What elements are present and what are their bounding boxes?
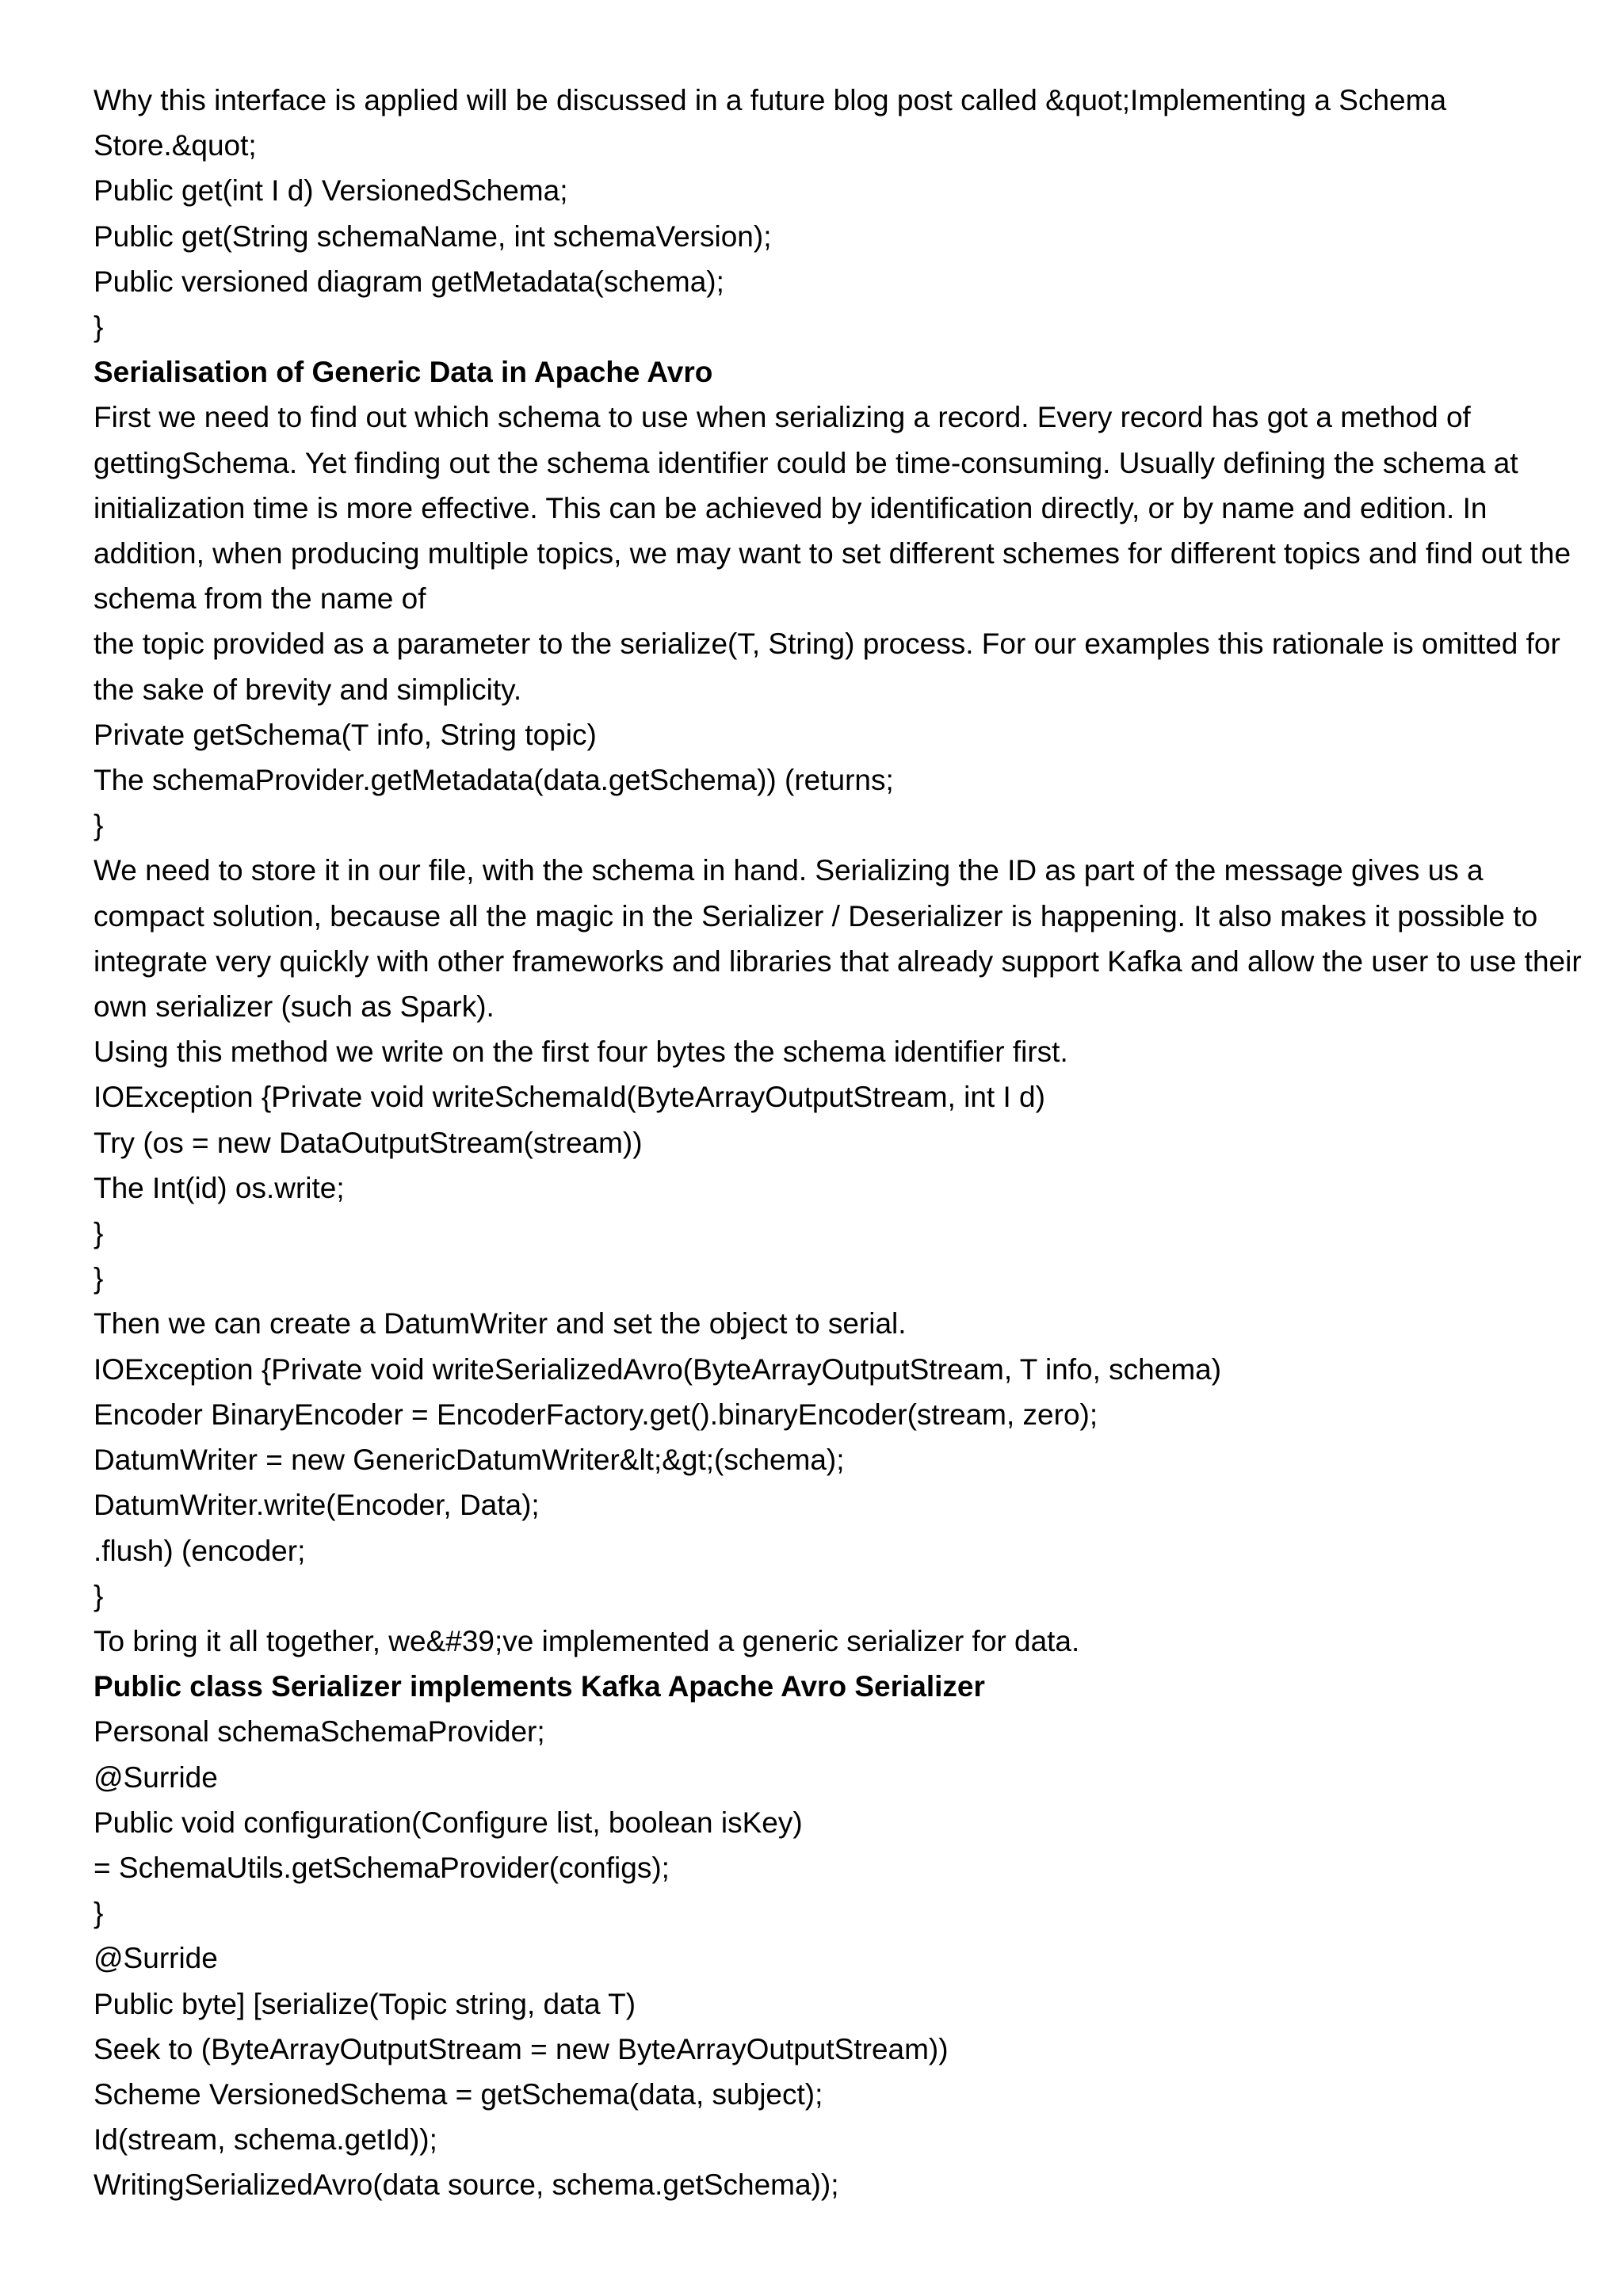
text-line: The Int(id) os.write; xyxy=(94,1171,345,1204)
text-line: We need to store it in our file, with the schema in hand. Serializing the ID as part of the message gives us a xyxy=(94,854,1484,887)
text-line: addition, when producing multiple topics, we may want to set different schemes for different topics and find out the xyxy=(94,537,1571,570)
text-line: Store.&quot; xyxy=(94,129,257,162)
section-heading: Public class Serializer implements Kafka Apache Avro Serializer xyxy=(94,1670,985,1703)
text-line: DatumWriter.write(Encoder, Data); xyxy=(94,1489,540,1522)
text-line: gettingSchema. Yet finding out the schema identifier could be time-consuming. Usually defining the schema at xyxy=(94,446,1518,479)
text-line: .flush) (encoder; xyxy=(94,1534,306,1567)
text-line: compact solution, because all the magic in the Serializer / Deserializer is happening. It also makes it possible to xyxy=(94,899,1538,933)
text-line: WritingSerializedAvro(data source, schema.getSchema)); xyxy=(94,2168,839,2202)
text-line: Public get(int I d) VersionedSchema; xyxy=(94,174,568,208)
text-line: Public void configuration(Configure list, boolean isKey) xyxy=(94,1806,803,1839)
text-line: Public versioned diagram getMetadata(schema); xyxy=(94,265,724,298)
text-line: Using this method we write on the first four bytes the schema identifier first. xyxy=(94,1035,1068,1069)
text-line: Personal schemaSchemaProvider; xyxy=(94,1715,545,1749)
text-line: IOException {Private void writeSchemaId(ByteArrayOutputStream, int I d) xyxy=(94,1081,1045,1114)
text-line: = SchemaUtils.getSchemaProvider(configs); xyxy=(94,1851,670,1884)
text-line: Public byte] [serialize(Topic string, data T) xyxy=(94,1987,636,2020)
section-heading: Serialisation of Generic Data in Apache Avro xyxy=(94,356,713,389)
document-page xyxy=(94,78,1582,2208)
text-line: initialization time is more effective. This can be achieved by identification directly, or by name and edition. In xyxy=(94,491,1487,524)
text-line: Then we can create a DatumWriter and set the object to serial. xyxy=(94,1307,907,1341)
text-line: DatumWriter = new GenericDatumWriter&lt;&gt;(schema); xyxy=(94,1444,845,1477)
text-line: @Surride xyxy=(94,1760,218,1794)
text-line: the sake of brevity and simplicity. xyxy=(94,673,522,706)
text-line: } xyxy=(94,1579,104,1612)
text-line: } xyxy=(94,809,104,842)
text-line: } xyxy=(94,1262,104,1295)
text-line: own serializer (such as Spark). xyxy=(94,990,495,1024)
text-line: integrate very quickly with other frameworks and libraries that already support Kafka and allow the user to use their xyxy=(94,944,1582,978)
text-line: To bring it all together, we&#39;ve implemented a generic serializer for data. xyxy=(94,1624,1080,1657)
text-line: Try (os = new DataOutputStream(stream)) xyxy=(94,1126,643,1159)
text-line: } xyxy=(94,1217,104,1250)
text-line: First we need to find out which schema to use when serializing a record. Every record has got a method of xyxy=(94,401,1471,434)
text-line: Scheme VersionedSchema = getSchema(data, subject); xyxy=(94,2077,823,2111)
text-line: @Surride xyxy=(94,1942,218,1975)
text-line: Private getSchema(T info, String topic) xyxy=(94,718,597,751)
text-line: the topic provided as a parameter to the serialize(T, String) process. For our examples this rationale is omitted for xyxy=(94,627,1560,661)
text-line: Id(stream, schema.getId)); xyxy=(94,2123,437,2157)
text-line: } xyxy=(94,1897,104,1930)
text-line: Encoder BinaryEncoder = EncoderFactory.get().binaryEncoder(stream, zero); xyxy=(94,1398,1098,1431)
text-line: Why this interface is applied will be discussed in a future blog post called &quot;Implementing a Schema xyxy=(94,84,1447,116)
text-line: schema from the name of xyxy=(94,582,426,616)
text-line: } xyxy=(94,311,104,344)
text-line: Public get(String schemaName, int schemaVersion); xyxy=(94,219,772,253)
text-line: IOException {Private void writeSerializedAvro(ByteArrayOutputStream, T info, schema) xyxy=(94,1352,1222,1386)
text-line: The schemaProvider.getMetadata(data.getSchema)) (returns; xyxy=(94,764,894,797)
text-line: Seek to (ByteArrayOutputStream = new ByteArrayOutputStream)) xyxy=(94,2032,949,2065)
